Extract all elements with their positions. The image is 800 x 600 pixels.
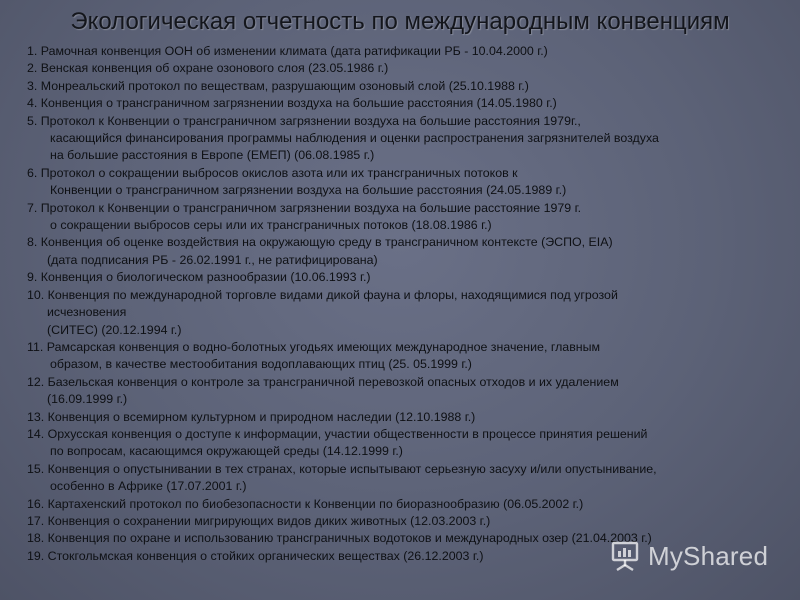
convention-item-continuation: касающийся финансирования программы наблюдения и оценки распространения загрязнителей воздуха (50, 131, 659, 146)
convention-item-text: 9. Конвенция о биологическом разнообразии (10.06.1993 г.) (27, 270, 371, 285)
presentation-logo-icon (608, 540, 642, 572)
convention-item (27, 200, 787, 235)
convention-item-text: 4. Конвенция о трансграничном загрязнении воздуха на большие расстояния (14.05.1980 г.) (27, 96, 557, 111)
convention-item-continuation: (16.09.1999 г.) (47, 392, 128, 407)
slide-title: Экологическая отчетность по международным конвенциям (70, 8, 730, 35)
convention-list (27, 43, 787, 565)
watermark (608, 538, 768, 574)
convention-item (27, 409, 787, 426)
convention-item (27, 496, 787, 513)
convention-item-text: 17. Конвенция о сохранении мигрирующих видов диких животных (12.03.2003 г.) (27, 513, 491, 528)
convention-item (27, 234, 787, 269)
convention-item-continuation: (СИТЕС) (20.12.1994 г.) (47, 322, 182, 337)
convention-item-continuation: особенно в Африке (17.07.2001 г.) (50, 479, 247, 494)
convention-item (27, 113, 787, 165)
convention-item-text: 13. Конвенция о всемирном культурном и природном наследии (12.10.1988 г.) (27, 409, 476, 424)
convention-item-text: 2. Венская конвенция об охране озонового слоя (23.05.1986 г.) (27, 61, 389, 76)
convention-item (27, 60, 787, 77)
convention-item-text: 1. Рамочная конвенция ООН об изменении климата (дата ратификации РБ - 10.04.2000 г.) (27, 44, 548, 58)
convention-item-continuation: исчезновения (47, 305, 127, 320)
convention-item (27, 513, 787, 530)
convention-item (27, 426, 787, 461)
convention-item (27, 95, 787, 112)
convention-item-text: 19. Стокгольмская конвенция о стойких органических веществах (26.12.2003 г.) (27, 548, 484, 563)
convention-item (27, 461, 787, 496)
convention-item (27, 287, 787, 339)
convention-item (27, 43, 787, 60)
convention-item (27, 339, 787, 374)
convention-item (27, 78, 787, 95)
convention-item-text: 3. Монреальский протокол по веществам, разрушающим озоновый слой (25.10.1988 г.) (27, 78, 529, 93)
convention-item-text: 18. Конвенция по охране и использованию трансграничных водотоков и международных озер (21.04.2003 г.) (27, 531, 652, 546)
convention-item-continuation: образом, в качестве местообитания водоплавающих птиц (25. 05.1999 г.) (50, 357, 472, 372)
convention-item-text: 11. Рамсарская конвенция о водно-болотных угодьях имеющих международное значение, главным (27, 339, 601, 354)
convention-item-text: 16. Картахенский протокол по биобезопасности к Конвенции по биоразнообразию (06.05.2002 г.) (27, 496, 584, 511)
convention-item-text: 15. Конвенция о опустынивании в тех странах, которые испытывают серьезную засуху и/или опустынивание, (27, 461, 657, 476)
watermark-text: MyShared (648, 540, 769, 571)
convention-item (27, 374, 787, 409)
convention-item-text: 14. Орхусская конвенция о доступе к информации, участии общественности в процессе принятия решений (27, 426, 648, 441)
convention-item-text: 12. Базельская конвенция о контроле за трансграничной перевозкой опасных отходов и их удалением (27, 374, 619, 389)
convention-item-text: 6. Протокол о сокращении выбросов окислов азота или их трансграничных потоков к (27, 165, 518, 180)
convention-item-continuation: (дата подписания РБ - 26.02.1991 г., не ратифицирована) (47, 252, 378, 267)
convention-item (27, 269, 787, 286)
convention-item (27, 165, 787, 200)
convention-item-text: 7. Протокол к Конвенции о трансграничном загрязнении воздуха на большие расстояние 1979 г. (27, 200, 582, 215)
convention-item-text: 8. Конвенция об оценке воздействия на окружающую среду в трансграничном контексте (ЭСПО, EIA) (27, 235, 613, 250)
convention-item-continuation: Конвенции о трансграничном загрязнении воздуха на большие расстояния (24.05.1989 г.) (50, 183, 567, 198)
convention-item-continuation: на большие расстояния в Европе (ЕМЕП) (06.08.1985 г.) (50, 148, 375, 163)
convention-item-continuation: о сокращении выбросов серы или их трансграничных потоков (18.08.1986 г.) (50, 218, 492, 233)
convention-item-text: 5. Протокол к Конвенции о трансграничном загрязнении воздуха на большие расстояния 1979г., (27, 113, 581, 128)
convention-item-text: 10. Конвенция по международной торговле видами дикой фауна и флоры, находящимися под угрозой (27, 287, 618, 302)
convention-item-continuation: по вопросам, касающимся окружающей среды (14.12.1999 г.) (50, 444, 403, 459)
